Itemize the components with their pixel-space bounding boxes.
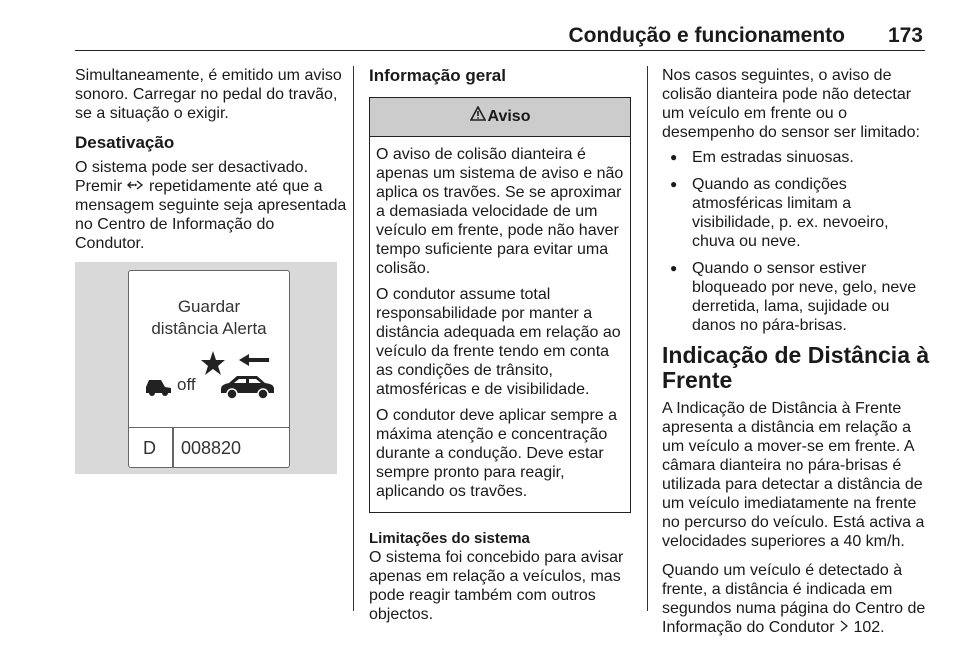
list-item: ● Quando o sensor estiver bloqueado por neve, gelo, neve derretida, lama, sujidade ou danos no pára-brisas. — [692, 259, 930, 335]
distance-paragraph-1: A Indicação de Distância à Frente apresenta a distância em relação a um veículo a mover-se em frente. A câmara dianteira no pára-brisas é utilizada para detectar a distância de um veículo imediatamente na frente no percurso do veículo. Está activa a velocidades superiores a 40 km/h. — [662, 400, 925, 550]
column-middle — [369, 66, 631, 634]
warning-triangle-icon — [470, 98, 486, 136]
deactivation-text-a: O sistema pode ser desactivado. Premir — [75, 159, 309, 195]
warning-title: Aviso — [487, 108, 531, 125]
screen-off-label: off — [177, 375, 196, 394]
arrow-left-icon — [237, 353, 271, 372]
warning-body — [370, 137, 630, 512]
gear-indicator: D — [143, 438, 156, 458]
list-item: ● Em estradas sinuosas. — [692, 148, 930, 167]
distance-paragraph-2 — [662, 561, 930, 637]
column-left — [75, 66, 347, 263]
deactivation-paragraph — [75, 158, 347, 253]
cases-intro: Nos casos seguintes, o aviso de colisão dianteira pode não detectar um veículo em frente ou o desempenho do sensor ser limitado: — [662, 67, 920, 141]
odometer-value: 008820 — [181, 438, 242, 458]
page-reference-link[interactable]: 102. — [853, 619, 885, 636]
section-heading-info: Informação geral — [369, 66, 506, 85]
limitations-list — [662, 148, 930, 335]
steering-button-icon — [127, 178, 145, 195]
page-header — [75, 20, 925, 51]
status-divider — [172, 428, 174, 468]
screen-line-2: distância Alerta — [151, 319, 267, 338]
header-title: Condução e funcionamento — [568, 24, 845, 47]
warning-paragraph-2: O condutor assume total responsabilidade por manter a distância adequada em relação ao veículo da frente tendo em conta as condições de trânsito, atmosféricas e de visibilidade. — [376, 286, 621, 398]
column-divider-2 — [647, 66, 648, 611]
page-reference-icon — [839, 618, 849, 637]
car-off-icon — [143, 373, 175, 402]
limitations-paragraph: O sistema foi concebido para avisar apenas em relação a veículos, mas pode reagir também com outros objectos. — [369, 549, 624, 623]
display-figure — [75, 262, 337, 474]
list-item: ● Quando as condições atmosféricas limitam a visibilidade, p. ex. nevoeiro, chuva ou neve. — [692, 175, 930, 251]
section-heading-desativacao: Desativação — [75, 133, 175, 152]
sub-heading-limitations: Limitações do sistema — [369, 530, 530, 547]
column-right — [662, 66, 930, 647]
intro-paragraph: Simultaneamente, é emitido um aviso sonoro. Carregar no pedal do travão, se a situação o exigir. — [75, 67, 342, 122]
screen-line-1: Guardar — [177, 297, 241, 316]
vehicle-ahead-icon — [217, 371, 277, 406]
warning-header — [370, 98, 630, 137]
screen-status-bar — [129, 427, 289, 468]
column-divider-1 — [353, 66, 354, 611]
warning-paragraph-3: O condutor deve aplicar sempre a máxima atenção e concentração durante a condução. Deve estar sempre pronto para reagir, aplicando os travões. — [376, 407, 618, 500]
warning-paragraph-1: O aviso de colisão dianteira é apenas um sistema de aviso e não aplica os travões. Se se aproximar a demasiada velocidade de um veículo em frente, pode não haver tempo suficiente para evitar uma colisão. — [376, 146, 624, 277]
driver-info-screen — [128, 270, 290, 468]
distance-paragraph-2-text: Quando um veículo é detectado à frente, a distância é indicada em segundos numa página do Centro de Informação do Condutor — [662, 562, 926, 636]
warning-box — [369, 97, 631, 513]
page-number: 173 — [887, 24, 923, 47]
section-heading-distance: Indicação de Distância à Frente — [662, 342, 930, 393]
deactivation-text-b: repetidamente até que a mensagem seguinte seja apresentada no Centro de Informação do Condutor. — [75, 178, 347, 252]
